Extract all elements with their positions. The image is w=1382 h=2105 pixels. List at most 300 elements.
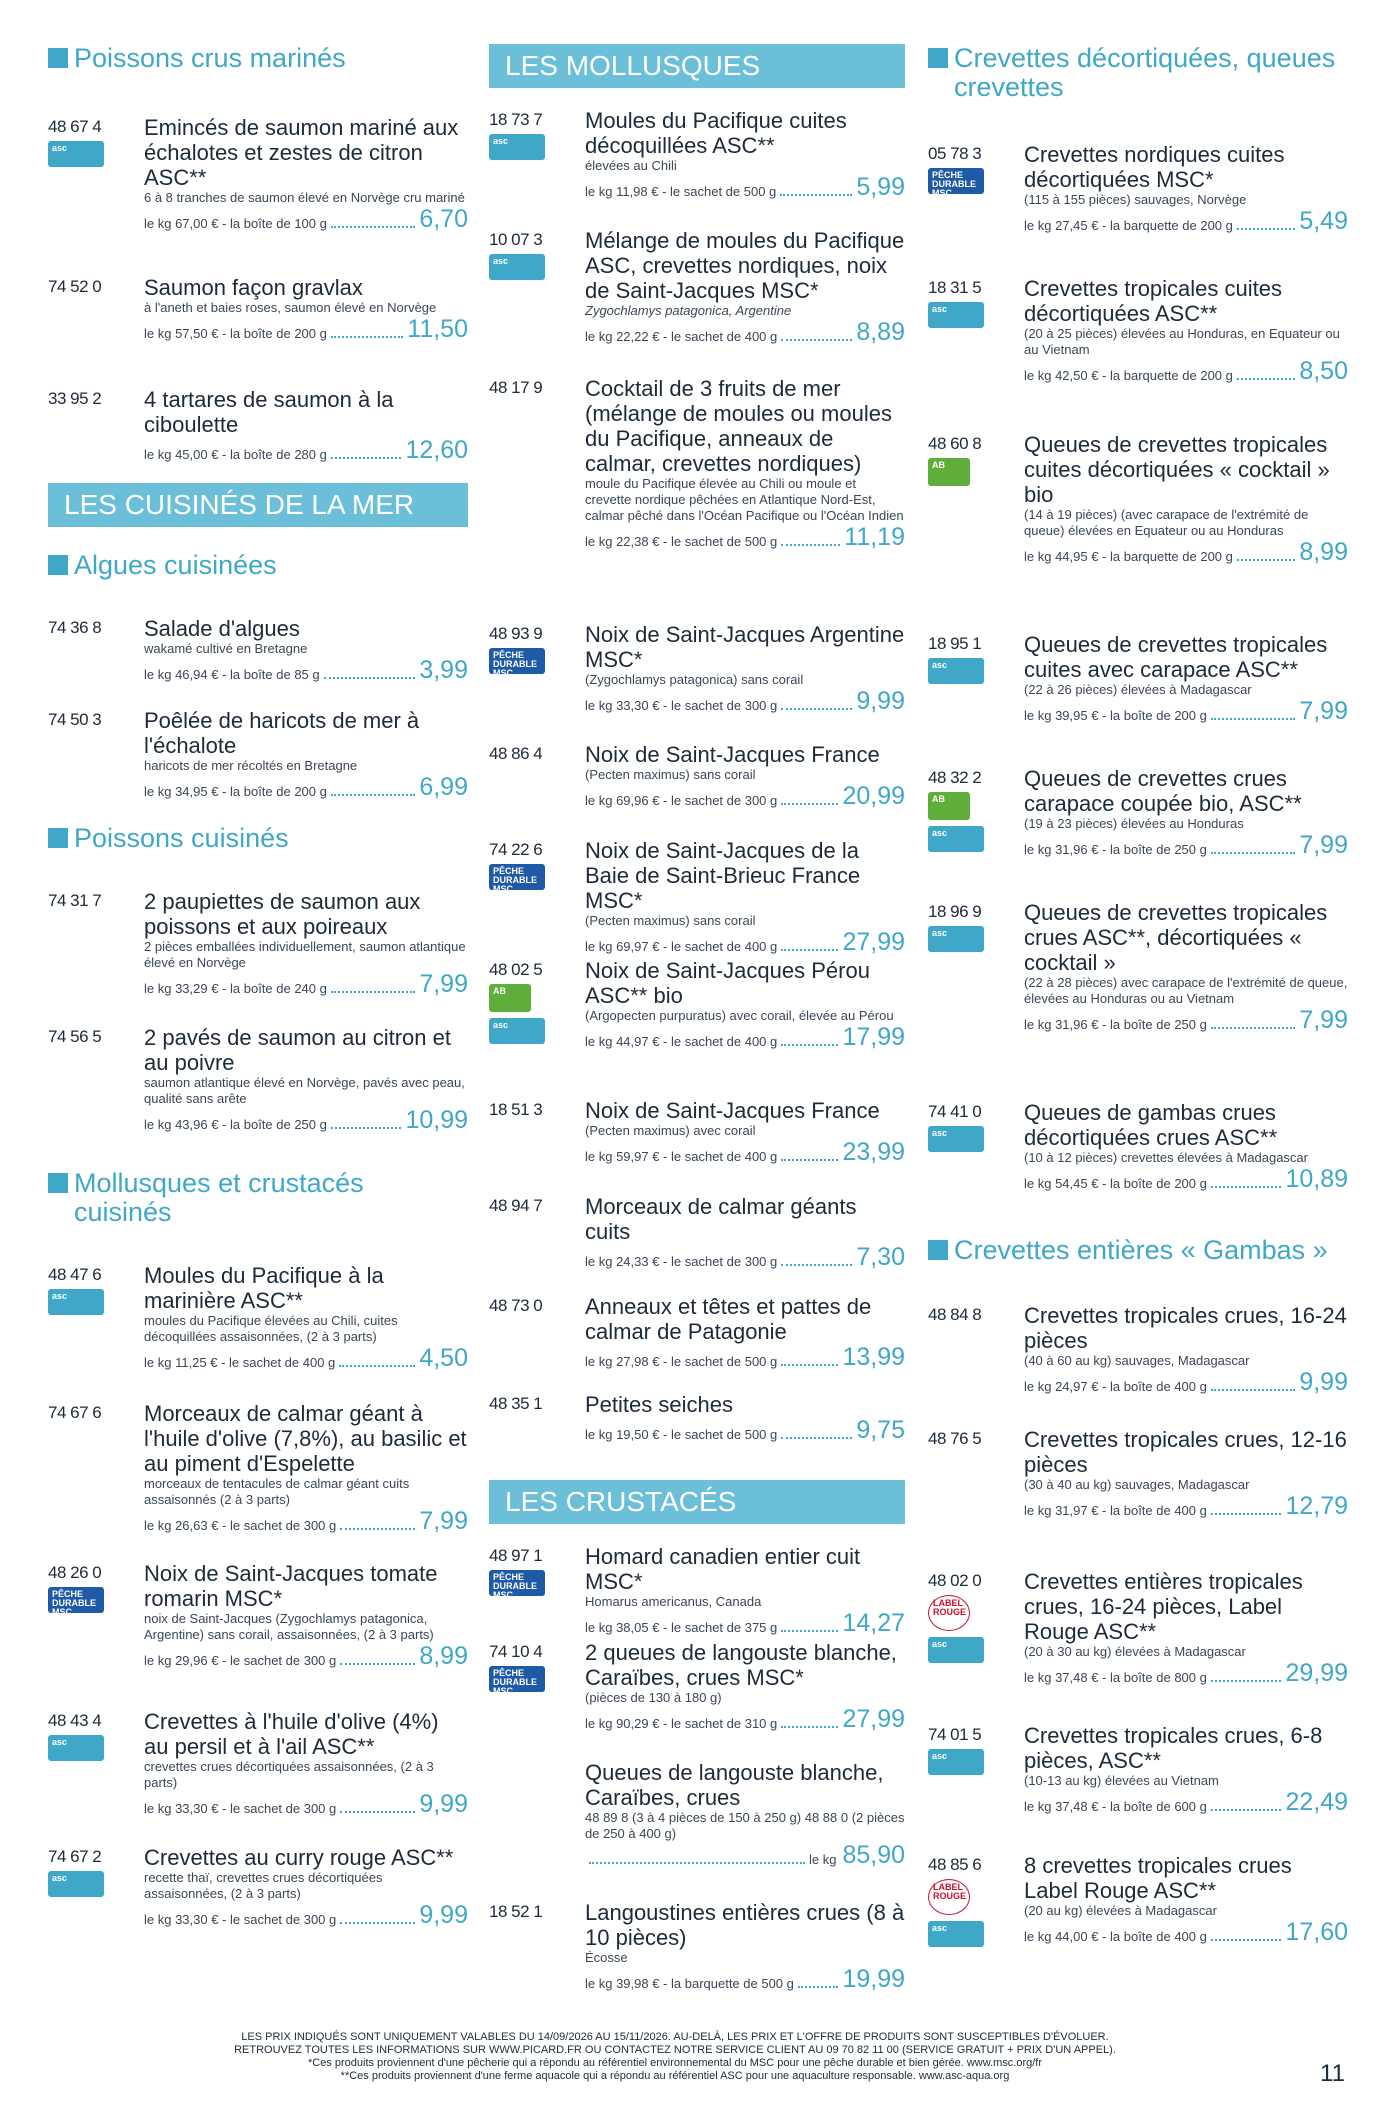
- price: 7,99: [1299, 697, 1348, 725]
- product-code: 48 02 5: [489, 960, 543, 979]
- price-line: [1024, 358, 1348, 384]
- unit-price: le kg 33,30 € - le sachet de 300 g: [144, 1912, 337, 1927]
- product-description: élevées au Chili: [585, 158, 677, 173]
- price-line: [1024, 1919, 1348, 1945]
- price: 5,99: [856, 173, 905, 201]
- product-title: 4 tartares de saumon à la ciboulette: [144, 387, 394, 437]
- product-title: Morceaux de calmar géants cuits: [585, 1194, 857, 1244]
- unit-price: le kg 33,30 € - le sachet de 300 g: [144, 1801, 337, 1816]
- product-item: [489, 958, 905, 1098]
- price-line: [144, 316, 468, 342]
- bio-logo-icon: AB: [489, 984, 531, 1012]
- footer-line: RETROUVEZ TOUTES LES INFORMATIONS SUR WWW.PICARD.FR OU CONTACTEZ NOTRE SERVICE CLIENT AU 09 70 82 11 00 (SERVICE GRATUIT + PRIX D'UN APPEL).: [234, 2044, 1116, 2056]
- product-title: Langoustines entières crues (8 à 10 pièces): [585, 1900, 905, 1950]
- product-code: 48 85 6: [928, 1855, 982, 1874]
- dot-leader: [1211, 1389, 1295, 1391]
- label-logos: [489, 648, 549, 680]
- price-line: [1024, 1660, 1348, 1686]
- product-title: Queues de crevettes tropicales cuites décortiquées « cocktail » bio: [1024, 432, 1330, 507]
- product-title: Noix de Saint-Jacques Pérou ASC** bio: [585, 958, 870, 1008]
- product-code: 48 60 8: [928, 434, 982, 453]
- product-code: 48 94 7: [489, 1196, 543, 1215]
- product-description: à l'aneth et baies roses, saumon élevé en Norvège: [144, 300, 437, 315]
- product-description: (22 à 28 pièces) avec carapace de l'extrémité de queue, élevées au Honduras ou au Vietnam: [1024, 975, 1348, 1006]
- price: 6,99: [419, 773, 468, 801]
- product-description: saumon atlantique élevé en Norvège, pavés avec peau, qualité sans arête: [144, 1075, 465, 1106]
- product-code: 74 52 0: [48, 277, 102, 296]
- price: 14,27: [842, 1609, 905, 1637]
- section-title: Mollusques et crustacés cuisinés: [74, 1168, 364, 1227]
- price: 29,99: [1285, 1659, 1348, 1687]
- price-line: [585, 783, 905, 809]
- product-item: [48, 1709, 468, 1845]
- product-item: [48, 708, 468, 824]
- label-logos: [48, 1871, 108, 1903]
- price-line: [144, 1791, 468, 1817]
- unit-price: le kg 34,95 € - la boîte de 200 g: [144, 784, 327, 799]
- dot-leader: [781, 1437, 852, 1439]
- product-code: 18 52 1: [489, 1902, 543, 1921]
- product-description: (Pecten maximus) sans corail: [585, 913, 756, 928]
- price: 7,99: [419, 1507, 468, 1535]
- dot-leader: [1211, 718, 1295, 720]
- dot-leader: [324, 677, 416, 679]
- price-line: [144, 1902, 468, 1928]
- label-logos: [928, 1749, 988, 1781]
- dot-leader: [1211, 1680, 1282, 1682]
- price: 4,50: [419, 1344, 468, 1372]
- dot-leader: [331, 336, 403, 338]
- price: 8,89: [856, 318, 905, 346]
- product-title: Cocktail de 3 fruits de mer (mélange de moules ou moules du Pacifique, anneaux de calmar, crevettes nordiques): [585, 376, 892, 476]
- category-banner: LES MOLLUSQUES: [489, 44, 905, 88]
- product-item: [48, 1845, 468, 1935]
- msc-logo-icon: PÊCHE DURABLE MSC: [489, 864, 545, 890]
- product-code: 74 41 0: [928, 1102, 982, 1121]
- dot-leader: [781, 1364, 838, 1366]
- price-line: [585, 1706, 905, 1732]
- dot-leader: [340, 1811, 415, 1813]
- product-title: Noix de Saint-Jacques de la Baie de Saint-Brieuc France MSC*: [585, 838, 861, 913]
- unit-price: le kg 24,33 € - le sachet de 300 g: [585, 1254, 778, 1269]
- label-logos: [48, 1587, 108, 1619]
- price-line: [585, 929, 905, 955]
- asc-logo-icon: asc: [48, 1735, 104, 1761]
- product-item: [489, 1194, 905, 1294]
- dot-leader: [781, 1264, 852, 1266]
- product-title: Crevettes tropicales crues, 16-24 pièces: [1024, 1303, 1347, 1353]
- product-code: 74 10 4: [489, 1642, 543, 1661]
- product-item: [489, 1098, 905, 1194]
- product-code: 48 43 4: [48, 1711, 102, 1730]
- price-line: [585, 1024, 905, 1050]
- product-code: 74 22 6: [489, 840, 543, 859]
- price: 20,99: [842, 782, 905, 810]
- product-title: Petites seiches: [585, 1392, 733, 1417]
- dot-leader: [340, 1528, 415, 1530]
- label-logos: [928, 458, 988, 492]
- column-right: [928, 44, 1348, 1953]
- unit-price: le kg 43,96 € - la boîte de 250 g: [144, 1117, 327, 1132]
- unit-price: le kg 37,48 € - la boîte de 800 g: [1024, 1670, 1207, 1685]
- unit-price: le kg 67,00 € - la boîte de 100 g: [144, 216, 327, 231]
- dot-leader: [781, 1044, 838, 1046]
- price: 7,99: [1299, 1006, 1348, 1034]
- product-code: 74 50 3: [48, 710, 102, 729]
- label-logos: [928, 168, 988, 200]
- price: 8,99: [1299, 538, 1348, 566]
- footer-line: **Ces produits proviennent d'une ferme aquacole qui a répondu au référentiel ASC pour une aquaculture responsable. www.asc-aqua.org: [340, 2070, 1010, 2082]
- product-item: [489, 1900, 905, 2000]
- unit-price: le kg 39,98 € - la barquette de 500 g: [585, 1976, 794, 1991]
- dot-leader: [781, 1159, 838, 1161]
- unit-price: le kg 22,38 € - le sachet de 500 g: [585, 534, 778, 549]
- product-title: Poêlée de haricots de mer à l'échalote: [144, 708, 420, 758]
- product-item: [928, 766, 1348, 900]
- product-code: 74 56 5: [48, 1027, 102, 1046]
- asc-logo-icon: asc: [928, 1921, 984, 1947]
- unit-price: le kg 11,98 € - le sachet de 500 g: [585, 184, 777, 199]
- product-item: [928, 1569, 1348, 1723]
- price-line: [144, 206, 468, 232]
- product-item: [48, 889, 468, 1025]
- asc-logo-icon: asc: [928, 1126, 984, 1152]
- asc-logo-icon: asc: [489, 254, 545, 280]
- price-line: [585, 524, 905, 550]
- section-title: Poissons cuisinés: [74, 823, 289, 853]
- product-code: 18 73 7: [489, 110, 543, 129]
- dot-leader: [331, 1127, 402, 1129]
- price: 8,50: [1299, 357, 1348, 385]
- product-title: Noix de Saint-Jacques Argentine MSC*: [585, 622, 905, 672]
- dot-leader: [340, 1663, 415, 1665]
- price: 11,19: [844, 523, 905, 551]
- product-description: (40 à 60 au kg) sauvages, Madagascar: [1024, 1353, 1250, 1368]
- product-code: 48 76 5: [928, 1429, 982, 1448]
- square-bullet-icon: [928, 1240, 948, 1260]
- product-code: 74 31 7: [48, 891, 102, 910]
- asc-logo-icon: asc: [48, 141, 104, 167]
- price-line: [144, 774, 468, 800]
- asc-logo-icon: asc: [48, 1871, 104, 1897]
- product-description: (19 à 23 pièces) élevées au Honduras: [1024, 816, 1244, 831]
- dot-leader: [331, 226, 415, 228]
- label-rouge-logo-icon: LABEL ROUGE: [928, 1595, 970, 1631]
- square-bullet-icon: [48, 828, 68, 848]
- price-line: [1024, 208, 1348, 234]
- product-item: [48, 1401, 468, 1561]
- unit-price: le kg 69,96 € - le sachet de 300 g: [585, 793, 778, 808]
- product-item: [489, 1392, 905, 1464]
- product-code: 18 31 5: [928, 278, 982, 297]
- price: 17,60: [1285, 1918, 1348, 1946]
- product-title: Queues de langouste blanche, Caraïbes, crues: [585, 1760, 884, 1810]
- label-logos: [489, 254, 549, 286]
- product-code: 48 26 0: [48, 1563, 102, 1582]
- price-line: [144, 1345, 468, 1371]
- section-header: [48, 1169, 468, 1227]
- price: 13,99: [842, 1343, 905, 1371]
- price-line: [144, 971, 468, 997]
- msc-logo-icon: PÊCHE DURABLE MSC: [489, 1570, 545, 1596]
- product-code: 18 96 9: [928, 902, 982, 921]
- section-title: Crevettes entières « Gambas »: [954, 1235, 1328, 1265]
- product-description: moule du Pacifique élevée au Chili ou moule et crevette nordique pêchées en Atlantique Nord-Est, calmar pêché dans l'Océan Pacifique ou l'Océan Indien: [585, 476, 904, 523]
- price-line: [585, 319, 905, 345]
- dot-leader: [1211, 1939, 1282, 1941]
- price: 27,99: [842, 1705, 905, 1733]
- dot-leader: [781, 1726, 838, 1728]
- dot-leader: [339, 1365, 415, 1367]
- unit-price: le kg 27,45 € - la barquette de 200 g: [1024, 218, 1233, 233]
- dot-leader: [781, 708, 852, 710]
- unit-price: le kg 31,96 € - la boîte de 250 g: [1024, 842, 1207, 857]
- label-logos: [489, 984, 549, 1050]
- product-description: (20 au kg) élevées à Madagascar: [1024, 1903, 1217, 1918]
- label-logos: [928, 302, 988, 334]
- dot-leader: [1211, 852, 1295, 854]
- price: 5,49: [1299, 207, 1348, 235]
- dot-leader: [780, 194, 852, 196]
- product-item: [489, 1640, 905, 1760]
- product-item: [48, 1025, 468, 1169]
- product-code: 48 84 8: [928, 1305, 982, 1324]
- product-item: [928, 900, 1348, 1100]
- price-line: [585, 1610, 905, 1636]
- price: 85,90: [842, 1841, 905, 1869]
- product-description: (Pecten maximus) avec corail: [585, 1123, 756, 1138]
- dot-leader: [340, 1922, 415, 1924]
- asc-logo-icon: asc: [489, 134, 545, 160]
- product-item: [489, 228, 905, 376]
- product-item: [489, 838, 905, 958]
- product-item: [928, 276, 1348, 432]
- price-line: [585, 1244, 905, 1270]
- product-title: Crevettes tropicales cuites décortiquées ASC**: [1024, 276, 1282, 326]
- asc-logo-icon: asc: [928, 826, 984, 852]
- product-description: 6 à 8 tranches de saumon élevé en Norvège cru mariné: [144, 190, 465, 205]
- label-logos: [928, 792, 988, 858]
- unit-price: le kg 45,00 € - la boîte de 280 g: [144, 447, 327, 462]
- square-bullet-icon: [48, 1173, 68, 1193]
- product-item: [48, 616, 468, 708]
- product-description: noix de Saint-Jacques (Zygochlamys patagonica, Argentine) sans corail, assaisonnées, (2 à 3 parts): [144, 1611, 434, 1642]
- price-line: [585, 1842, 905, 1868]
- product-title: Crevettes nordiques cuites décortiquées MSC*: [1024, 142, 1285, 192]
- product-description: (14 à 19 pièces) (avec carapace de l'extrémité de queue) élevées en Equateur ou au Honduras: [1024, 507, 1309, 538]
- unit-price: le kg 24,97 € - la boîte de 400 g: [1024, 1379, 1207, 1394]
- bio-logo-icon: AB: [928, 792, 970, 820]
- price-line: [1024, 1493, 1348, 1519]
- bio-logo-icon: AB: [928, 458, 970, 486]
- unit-price: le kg 69,97 € - le sachet de 400 g: [585, 939, 778, 954]
- label-logos: [928, 926, 988, 958]
- unit-price: le kg 37,48 € - la boîte de 600 g: [1024, 1799, 1207, 1814]
- category-banner: LES CRUSTACÉS: [489, 1480, 905, 1524]
- product-description: 48 89 8 (3 à 4 pièces de 150 à 250 g) 48 88 0 (2 pièces de 250 à 400 g): [585, 1810, 905, 1841]
- price: 8,99: [419, 1642, 468, 1670]
- unit-price: le kg 54,45 € - la boîte de 200 g: [1024, 1176, 1207, 1191]
- asc-logo-icon: asc: [489, 1018, 545, 1044]
- product-item: [928, 632, 1348, 766]
- asc-logo-icon: asc: [928, 926, 984, 952]
- product-title: 8 crevettes tropicales crues Label Rouge ASC**: [1024, 1853, 1292, 1903]
- product-title: Crevettes entières tropicales crues, 16-24 pièces, Label Rouge ASC**: [1024, 1569, 1303, 1644]
- label-logos: [489, 1666, 549, 1698]
- product-title: Crevettes à l'huile d'olive (4%) au persil et à l'ail ASC**: [144, 1709, 439, 1759]
- price: 10,89: [1285, 1165, 1348, 1193]
- product-item: [48, 275, 468, 387]
- msc-logo-icon: PÊCHE DURABLE MSC: [928, 168, 984, 194]
- product-description: (pièces de 130 à 180 g): [585, 1690, 722, 1705]
- price-line: [144, 1508, 468, 1534]
- product-title: Mélange de moules du Pacifique ASC, crevettes nordiques, noix de Saint-Jacques MSC*: [585, 228, 905, 303]
- product-item: [489, 1760, 905, 1900]
- price: 7,30: [856, 1243, 905, 1271]
- dot-leader: [1237, 228, 1295, 230]
- dot-leader: [1211, 1513, 1282, 1515]
- product-item: [48, 387, 468, 483]
- product-description: (22 à 26 pièces) élevées à Madagascar: [1024, 682, 1252, 697]
- product-item: [489, 742, 905, 838]
- unit-price: le kg 59,97 € - le sachet de 400 g: [585, 1149, 778, 1164]
- price-line: [1024, 1789, 1348, 1815]
- price-line: [1024, 698, 1348, 724]
- unit-price: le kg 46,94 € - la boîte de 85 g: [144, 667, 320, 682]
- product-description: recette thaï, crevettes crues décortiquées assaisonnées, (2 à 3 parts): [144, 1870, 383, 1901]
- product-title: Moules du Pacifique cuites décoquillées ASC**: [585, 108, 847, 158]
- dot-leader: [331, 991, 415, 993]
- unit-price: le kg 33,30 € - le sachet de 300 g: [585, 698, 778, 713]
- product-description: (10 à 12 pièces) crevettes élevées à Madagascar: [1024, 1150, 1308, 1165]
- product-item: [928, 1723, 1348, 1853]
- price: 19,99: [842, 1965, 905, 1993]
- product-description: Écosse: [585, 1950, 628, 1965]
- unit-price: le kg 11,25 € - le sachet de 400 g: [144, 1355, 336, 1370]
- product-title: Saumon façon gravlax: [144, 275, 363, 300]
- product-code: 74 67 2: [48, 1847, 102, 1866]
- asc-logo-icon: asc: [928, 658, 984, 684]
- product-item: [489, 1294, 905, 1392]
- price-line: [1024, 1369, 1348, 1395]
- product-description: moules du Pacifique élevées au Chili, cuites décoquillées assaisonnées, (2 à 3 parts): [144, 1313, 398, 1344]
- product-code: 48 02 0: [928, 1571, 982, 1590]
- product-code: 48 86 4: [489, 744, 543, 763]
- product-title: Queues de crevettes crues carapace coupée bio, ASC**: [1024, 766, 1302, 816]
- product-title: Queues de crevettes tropicales cuites avec carapace ASC**: [1024, 632, 1328, 682]
- product-description: (Zygochlamys patagonica) sans corail: [585, 672, 804, 687]
- product-code: 48 97 1: [489, 1546, 543, 1565]
- product-title: Crevettes au curry rouge ASC**: [144, 1845, 454, 1870]
- price: 27,99: [842, 928, 905, 956]
- product-code: 48 35 1: [489, 1394, 543, 1413]
- dot-leader: [781, 544, 840, 546]
- price-line: [144, 657, 468, 683]
- price: 10,99: [405, 1106, 468, 1134]
- product-code: 10 07 3: [489, 230, 543, 249]
- product-code: 48 47 6: [48, 1265, 102, 1284]
- product-description: morceaux de tentacules de calmar géant cuits assaisonnés (2 à 3 parts): [144, 1476, 410, 1507]
- section-header: [48, 44, 468, 73]
- dot-leader: [589, 1862, 805, 1864]
- label-logos: [489, 134, 549, 166]
- product-description: 2 pièces emballées individuellement, saumon atlantique élevé en Norvège: [144, 939, 466, 970]
- product-title: Emincés de saumon mariné aux échalotes et zestes de citron ASC**: [144, 115, 459, 190]
- product-code: 74 36 8: [48, 618, 102, 637]
- product-description: crevettes crues décortiquées assaisonnées, (2 à 3 parts): [144, 1759, 434, 1790]
- product-code: 33 95 2: [48, 389, 102, 408]
- asc-logo-icon: asc: [928, 302, 984, 328]
- product-code: 48 93 9: [489, 624, 543, 643]
- product-item: [928, 432, 1348, 632]
- unit-price: le kg 29,96 € - le sachet de 300 g: [144, 1653, 337, 1668]
- label-logos: [928, 1126, 988, 1158]
- price: 9,99: [419, 1790, 468, 1818]
- square-bullet-icon: [48, 555, 68, 575]
- product-title: Homard canadien entier cuit MSC*: [585, 1544, 861, 1594]
- unit-price: le kg 44,97 € - le sachet de 400 g: [585, 1034, 778, 1049]
- product-item: [489, 108, 905, 228]
- product-description: (30 à 40 au kg) sauvages, Madagascar: [1024, 1477, 1250, 1492]
- label-logos: [48, 1735, 108, 1767]
- asc-logo-icon: asc: [48, 1289, 104, 1315]
- product-code: 18 95 1: [928, 634, 982, 653]
- product-title: Crevettes tropicales crues, 6-8 pièces, ASC**: [1024, 1723, 1323, 1773]
- product-item: [928, 1100, 1348, 1236]
- price: 6,70: [419, 205, 468, 233]
- product-title: 2 pavés de saumon au citron et au poivre: [144, 1025, 451, 1075]
- price-line: [1024, 1166, 1348, 1192]
- msc-logo-icon: PÊCHE DURABLE MSC: [48, 1587, 104, 1613]
- product-description: haricots de mer récoltés en Bretagne: [144, 758, 358, 773]
- section-header: [928, 44, 1348, 102]
- column-middle: [489, 44, 905, 2000]
- product-item: [928, 1853, 1348, 1953]
- product-title: Queues de gambas crues décortiquées crues ASC**: [1024, 1100, 1278, 1150]
- price-line: [144, 437, 468, 463]
- price-line: [1024, 832, 1348, 858]
- product-title: Noix de Saint-Jacques France: [585, 1098, 880, 1123]
- product-description: (10-13 au kg) élevées au Vietnam: [1024, 1773, 1219, 1788]
- section-title: Poissons crus marinés: [74, 43, 346, 73]
- product-description: (Argopecten purpuratus) avec corail, élevée au Pérou: [585, 1008, 894, 1023]
- product-code: 48 73 0: [489, 1296, 543, 1315]
- section-title: Algues cuisinées: [74, 550, 277, 580]
- product-code: 48 32 2: [928, 768, 982, 787]
- section-header: [48, 551, 468, 580]
- product-item: [928, 142, 1348, 276]
- column-left: [48, 44, 468, 1935]
- unit-price: le kg 44,95 € - la barquette de 200 g: [1024, 549, 1233, 564]
- price-line: [585, 688, 905, 714]
- product-code: 18 51 3: [489, 1100, 543, 1119]
- label-logos: [48, 1289, 108, 1321]
- dot-leader: [1211, 1809, 1282, 1811]
- section-header: [48, 824, 468, 853]
- product-description: wakamé cultivé en Bretagne: [144, 641, 308, 656]
- price: 12,79: [1285, 1492, 1348, 1520]
- dot-leader: [331, 794, 415, 796]
- price: 9,99: [1299, 1368, 1348, 1396]
- price-line: [1024, 1007, 1348, 1033]
- product-title: 2 queues de langouste blanche, Caraïbes, crues MSC*: [585, 1640, 897, 1690]
- product-title: Noix de Saint-Jacques France: [585, 742, 880, 767]
- product-description: Zygochlamys patagonica, Argentine: [585, 303, 792, 318]
- unit-price: le kg: [808, 1852, 837, 1867]
- product-code: 74 01 5: [928, 1725, 982, 1744]
- dot-leader: [781, 1630, 838, 1632]
- unit-price: le kg 22,22 € - le sachet de 400 g: [585, 329, 778, 344]
